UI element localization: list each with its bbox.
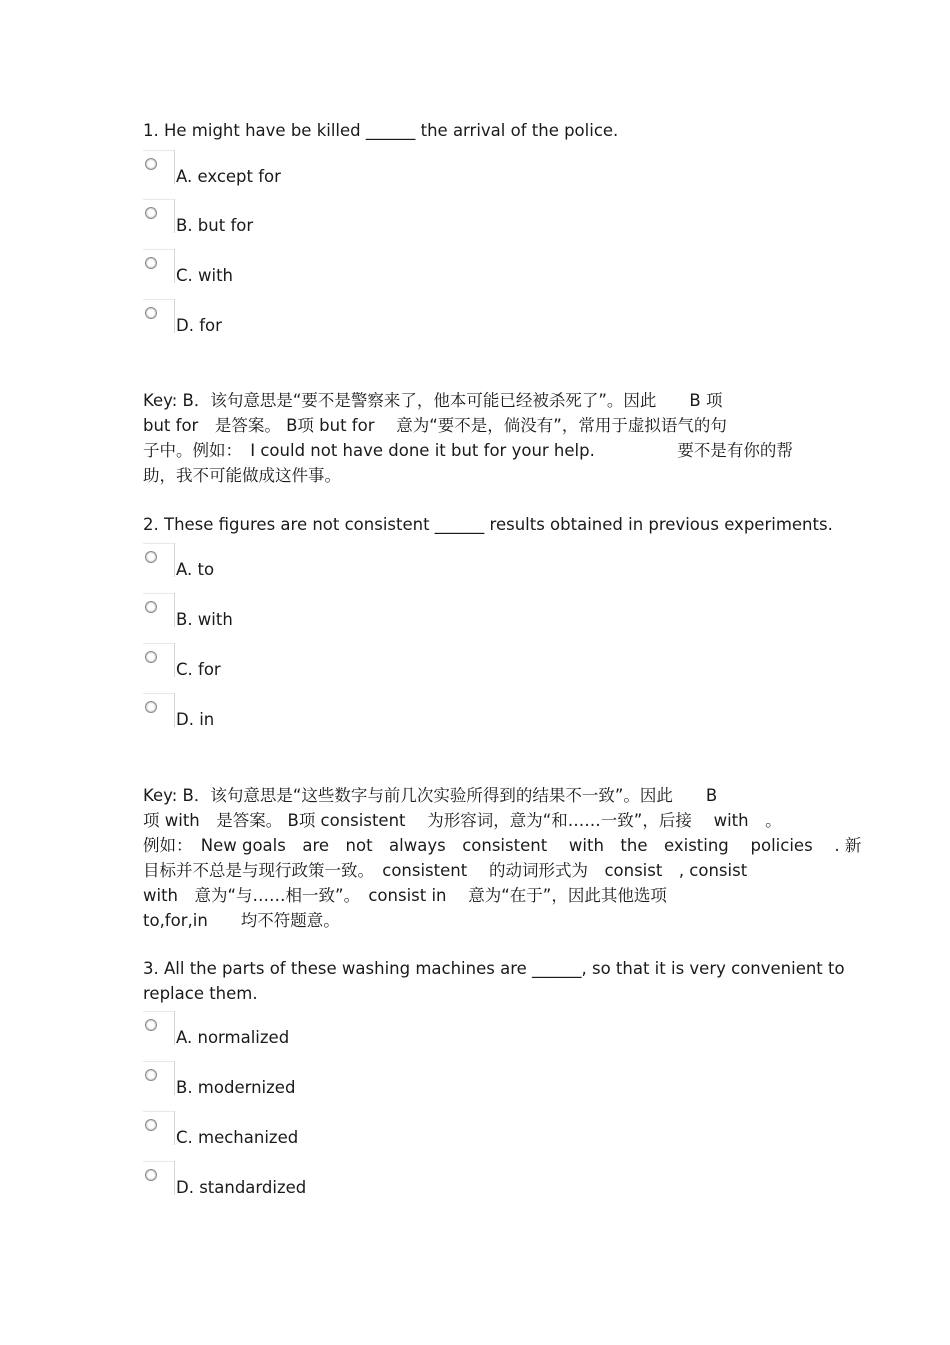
- question-2-key-line-3: 例如： New goals are not always consistent with the existing policies . 新: [143, 836, 862, 855]
- question-2-option-b[interactable]: [143, 601, 543, 641]
- question-2-option-a[interactable]: [143, 551, 543, 591]
- question-1-key-line-2: but for 是答案。 B项 but for 意为“要不是，倘没有”，常用于虚拟语气的句: [143, 416, 727, 435]
- question-2-key-line-5: with 意为“与……相一致”。 consist in 意为“在于”，因此其他选项: [143, 886, 667, 905]
- question-1-stem: 1. He might have be killed ______ the arrival of the police.: [143, 121, 619, 140]
- option-label: B. with: [176, 610, 233, 629]
- question-2-stem: 2. These figures are not consistent ______ results obtained in previous experiments.: [143, 515, 833, 534]
- radio-button-icon[interactable]: [145, 1169, 157, 1181]
- radio-button-icon[interactable]: [145, 1119, 157, 1131]
- question-2-option-c[interactable]: [143, 651, 543, 691]
- radio-button-icon[interactable]: [145, 651, 157, 663]
- question-1-key-line-3: 子中。例如： I could not have done it but for your help. 要不是有你的帮: [143, 441, 793, 460]
- radio-button-icon[interactable]: [145, 158, 157, 170]
- question-2-key-line-6: to,for,in 均不符题意。: [143, 911, 340, 930]
- option-label: B. modernized: [176, 1078, 296, 1097]
- question-1-key-line-4: 助，我不可能做成这件事。: [143, 466, 341, 485]
- question-3-option-a[interactable]: [143, 1019, 543, 1059]
- option-label: C. for: [176, 660, 221, 679]
- radio-button-icon[interactable]: [145, 207, 157, 219]
- radio-button-icon[interactable]: [145, 601, 157, 613]
- question-3-option-d[interactable]: [143, 1169, 543, 1209]
- question-3-option-c[interactable]: [143, 1119, 543, 1159]
- question-2-key-line-4: 目标并不总是与现行政策一致。 consistent 的动词形式为 consist , consist: [143, 861, 748, 880]
- question-3-stem-line-2: replace them.: [143, 984, 258, 1003]
- radio-button-icon[interactable]: [145, 701, 157, 713]
- radio-button-icon[interactable]: [145, 307, 157, 319]
- option-label: D. standardized: [176, 1178, 307, 1197]
- question-2-key-line-1: Key: B．该句意思是“这些数字与前几次实验所得到的结果不一致”。因此 B: [143, 786, 718, 805]
- question-1-option-c[interactable]: [143, 257, 543, 297]
- option-label: C. with: [176, 266, 234, 285]
- question-1-option-d[interactable]: [143, 307, 543, 347]
- option-label: A. except for: [176, 167, 281, 186]
- option-label: A. to: [176, 560, 215, 579]
- radio-button-icon[interactable]: [145, 1019, 157, 1031]
- option-label: D. for: [176, 316, 222, 335]
- question-3-stem-line-1: 3. All the parts of these washing machines are ______, so that it is very convenient to: [143, 959, 845, 978]
- option-label: C. mechanized: [176, 1128, 299, 1147]
- question-2-key-line-2: 项 with 是答案。 B项 consistent 为形容词，意为“和……一致”，后接 with 。: [143, 811, 782, 830]
- radio-button-icon[interactable]: [145, 257, 157, 269]
- option-label: B. but for: [176, 216, 254, 235]
- question-1-key-line-1: Key: B．该句意思是“要不是警察来了，他本可能已经被杀死了”。因此 B 项: [143, 391, 723, 410]
- question-1-option-a[interactable]: [143, 158, 543, 198]
- question-1-option-b[interactable]: [143, 207, 543, 247]
- question-2-option-d[interactable]: [143, 701, 543, 741]
- radio-button-icon[interactable]: [145, 1069, 157, 1081]
- radio-button-icon[interactable]: [145, 551, 157, 563]
- option-label: D. in: [176, 710, 215, 729]
- option-label: A. normalized: [176, 1028, 290, 1047]
- question-3-option-b[interactable]: [143, 1069, 543, 1109]
